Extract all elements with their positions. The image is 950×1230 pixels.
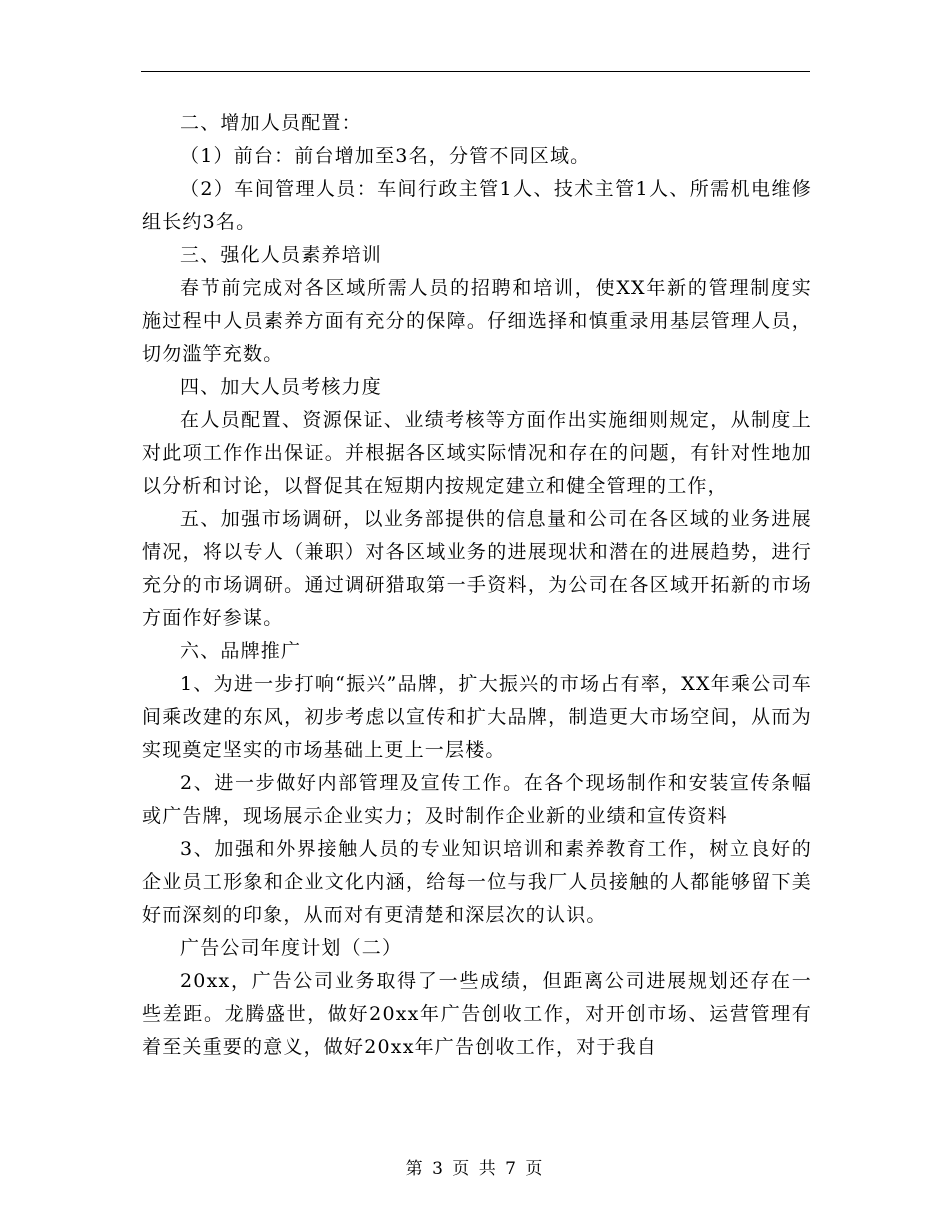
paragraph-staffing-heading: 二、增加人员配置： xyxy=(180,112,362,134)
paragraph-brand-item-2: 2、进一步做好内部管理及宣传工作。在各个现场制作和安装宣传条幅或广告牌，现场展示企业实力；及时制作企业新的业绩和宣传资料 xyxy=(142,772,812,827)
paragraph-training-heading: 三、强化人员素养培训 xyxy=(180,244,383,266)
paragraph-brand-item-1: 1、为进一步打响“振兴”品牌，扩大振兴的市场占有率，XX年乘公司车间乘改建的东风，初步考虑以宣传和扩大品牌，制造更大市场空间，从而为实现奠定坚实的市场基础上更上一层楼。 xyxy=(142,673,812,761)
document-body xyxy=(142,107,812,1064)
paragraph-assessment-body: 在人员配置、资源保证、业绩考核等方面作出实施细则规定，从制度上对此项工作作出保证。并根据各区域实际情况和存在的问题，有针对性地加以分析和讨论，以督促其在短期内按规定建立和健全管理的工作， xyxy=(142,409,812,497)
paragraph-plan-two-title: 广告公司年度计划（二） xyxy=(180,937,403,959)
paragraph-brand-item-3: 3、加强和外界接触人员的专业知识培训和素养教育工作，树立良好的企业员工形象和企业文化内涵，给每一位与我厂人员接触的人都能够留下美好而深刻的印象，从而对有更清楚和深层次的认识。 xyxy=(142,838,812,926)
paragraph-assessment-heading: 四、加大人员考核力度 xyxy=(180,376,383,398)
page-number: 第 3 页 共 7 页 xyxy=(405,1159,545,1179)
header-rule xyxy=(141,71,810,72)
paragraph-plan-two-body: 20xx，广告公司业务取得了一些成绩，但距离公司进展规划还存在一些差距。龙腾盛世，做好20xx年广告创收工作，对开创市场、运营管理有着至关重要的意义，做好20xx年广告创收工作，对于我自 xyxy=(142,970,812,1058)
paragraph-brand-heading: 六、品牌推广 xyxy=(180,640,302,662)
paragraph-market-research: 五、加强市场调研，以业务部提供的信息量和公司在各区域的业务进展情况，将以专人（兼职）对各区域业务的进展现状和潜在的进展趋势，进行充分的市场调研。通过调研猎取第一手资料，为公司在各区域开拓新的市场方面作好参谋。 xyxy=(142,508,812,629)
paragraph-workshop-staff: （2）车间管理人员：车间行政主管1人、技术主管1人、所需机电维修组长约3名。 xyxy=(142,178,812,233)
paragraph-front-desk: （1）前台：前台增加至3名，分管不同区域。 xyxy=(180,145,591,167)
paragraph-training-body: 春节前完成对各区域所需人员的招聘和培训，使XX年新的管理制度实施过程中人员素养方面有充分的保障。仔细选择和慎重录用基层管理人员，切勿滥竽充数。 xyxy=(142,277,812,365)
